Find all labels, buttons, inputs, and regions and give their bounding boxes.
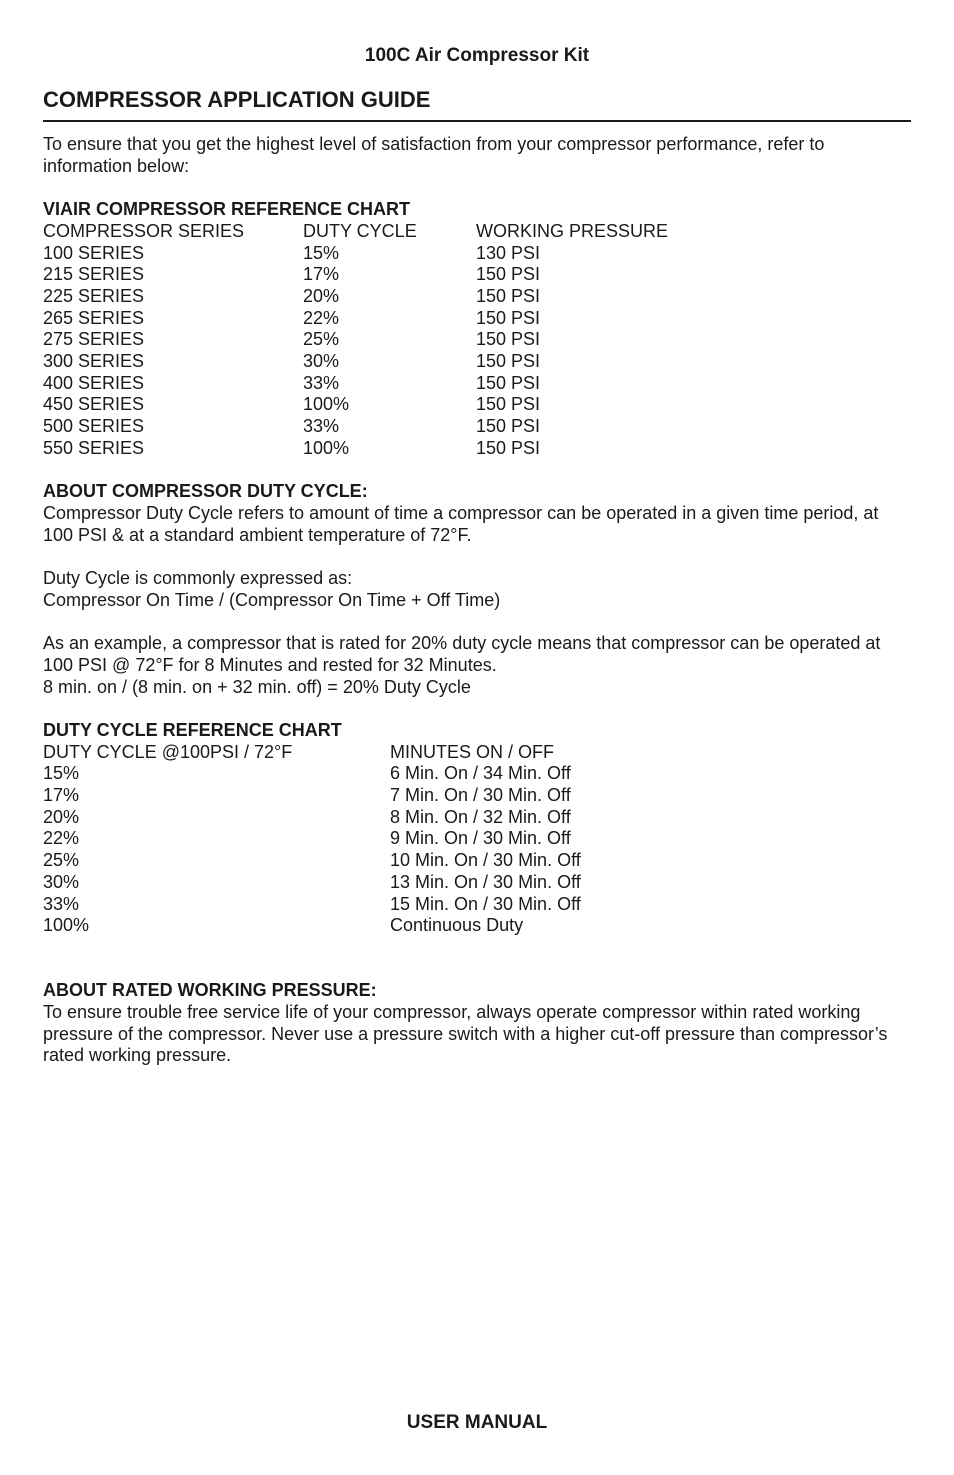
pressure-cell: 150 PSI (476, 351, 541, 372)
table-row (43, 850, 911, 872)
working-pressure-section-title: ABOUT RATED WORKING PRESSURE: (43, 980, 377, 1001)
table-row (43, 915, 911, 937)
minutes-cell: 15 Min. On / 30 Min. Off (390, 893, 581, 914)
duty-cycle-cell: 30% (303, 351, 340, 372)
header-minutes-on-off: MINUTES ON / OFF (390, 741, 554, 762)
duty-cycle-cell: 22% (43, 828, 80, 849)
header-duty-cycle: DUTY CYCLE (303, 220, 417, 241)
table-row (43, 373, 911, 395)
table-header-row (43, 221, 911, 243)
minutes-cell: 7 Min. On / 30 Min. Off (390, 785, 571, 806)
duty-cycle-cell: 30% (43, 871, 80, 892)
duty-cycle-formula: Compressor On Time / (Compressor On Time + Off Time) (43, 589, 501, 610)
page-content (43, 134, 911, 1067)
guide-heading: COMPRESSOR APPLICATION GUIDE (43, 86, 911, 122)
pressure-cell: 150 PSI (476, 285, 541, 306)
table-row (43, 351, 911, 373)
page-footer: USER MANUAL (406, 1412, 548, 1433)
duty-cycle-cell: 25% (303, 329, 340, 350)
series-cell: 500 SERIES (43, 416, 145, 437)
table-row (43, 828, 911, 850)
reference-chart-title: VIAIR COMPRESSOR REFERENCE CHART (43, 199, 411, 220)
table-row (43, 329, 911, 351)
table-row (43, 416, 911, 438)
duty-cycle-cell: 20% (43, 806, 80, 827)
minutes-cell: 8 Min. On / 32 Min. Off (390, 806, 571, 827)
minutes-cell: 13 Min. On / 30 Min. Off (390, 871, 581, 892)
duty-cycle-cell: 20% (303, 285, 340, 306)
table-row (43, 438, 911, 460)
duty-cycle-cell: 15% (43, 763, 80, 784)
document-title: 100C Air Compressor Kit (364, 45, 590, 66)
table-row (43, 286, 911, 308)
table-row (43, 264, 911, 286)
pressure-cell: 150 PSI (476, 264, 541, 285)
minutes-cell: 6 Min. On / 34 Min. Off (390, 763, 571, 784)
table-row (43, 807, 911, 829)
series-cell: 400 SERIES (43, 372, 145, 393)
working-pressure-section (43, 980, 911, 1067)
duty-chart-title: DUTY CYCLE REFERENCE CHART (43, 719, 342, 740)
table-row (43, 894, 911, 916)
pressure-cell: 150 PSI (476, 372, 541, 393)
duty-cycle-cell: 17% (43, 785, 80, 806)
minutes-cell: Continuous Duty (390, 915, 524, 936)
duty-cycle-example: As an example, a compressor that is rated for 20% duty cycle means that compressor can be operated at 100 PSI @ 72°F for 8 Minutes and rested for 32 Minutes. (43, 633, 881, 675)
series-cell: 300 SERIES (43, 351, 145, 372)
series-cell: 265 SERIES (43, 307, 145, 328)
duty-cycle-cell: 100% (43, 915, 90, 936)
pressure-cell: 150 PSI (476, 329, 541, 350)
duty-cycle-cell: 15% (303, 242, 340, 263)
table-row (43, 785, 911, 807)
pressure-cell: 150 PSI (476, 437, 541, 458)
working-pressure-paragraph: To ensure trouble free service life of your compressor, always operate compressor within rated working pressure of the compressor. Never use a pressure switch with a higher cut-off pressure than compressor’s rated working pressure. (43, 1002, 888, 1066)
minutes-cell: 10 Min. On / 30 Min. Off (390, 850, 581, 871)
pressure-cell: 150 PSI (476, 307, 541, 328)
duty-cycle-section (43, 481, 911, 698)
duty-cycle-cell: 22% (303, 307, 340, 328)
duty-cycle-cell: 25% (43, 850, 80, 871)
duty-cycle-cell: 33% (43, 893, 80, 914)
duty-cycle-section-title: ABOUT COMPRESSOR DUTY CYCLE: (43, 481, 368, 502)
intro-paragraph: To ensure that you get the highest level of satisfaction from your compressor performance, refer to information below: (43, 134, 825, 176)
series-cell: 275 SERIES (43, 329, 145, 350)
manual-page (43, 0, 911, 1475)
header-duty-cycle: DUTY CYCLE @100PSI / 72°F (43, 741, 293, 762)
table-row (43, 243, 911, 265)
table-row (43, 763, 911, 785)
table-row (43, 394, 911, 416)
pressure-cell: 150 PSI (476, 416, 541, 437)
series-cell: 215 SERIES (43, 264, 145, 285)
pressure-cell: 130 PSI (476, 242, 541, 263)
duty-cycle-expression-intro: Duty Cycle is commonly expressed as: (43, 568, 353, 589)
series-cell: 100 SERIES (43, 242, 145, 263)
header-series: COMPRESSOR SERIES (43, 220, 245, 241)
minutes-cell: 9 Min. On / 30 Min. Off (390, 828, 571, 849)
compressor-reference-chart (43, 199, 911, 459)
table-header-row (43, 742, 911, 764)
duty-cycle-cell: 100% (303, 437, 350, 458)
pressure-cell: 150 PSI (476, 394, 541, 415)
series-cell: 550 SERIES (43, 437, 145, 458)
table-row (43, 872, 911, 894)
duty-cycle-example-formula: 8 min. on / (8 min. on + 32 min. off) = 20% Duty Cycle (43, 676, 471, 697)
series-cell: 450 SERIES (43, 394, 145, 415)
duty-cycle-cell: 17% (303, 264, 340, 285)
duty-cycle-reference-chart (43, 720, 911, 937)
table-row (43, 308, 911, 330)
series-cell: 225 SERIES (43, 285, 145, 306)
duty-cycle-definition: Compressor Duty Cycle refers to amount of time a compressor can be operated in a given time period, at 100 PSI & at a standard ambient temperature of 72°F. (43, 502, 879, 545)
duty-cycle-cell: 33% (303, 416, 340, 437)
header-working-pressure: WORKING PRESSURE (476, 220, 669, 241)
duty-cycle-cell: 33% (303, 372, 340, 393)
duty-cycle-cell: 100% (303, 394, 350, 415)
